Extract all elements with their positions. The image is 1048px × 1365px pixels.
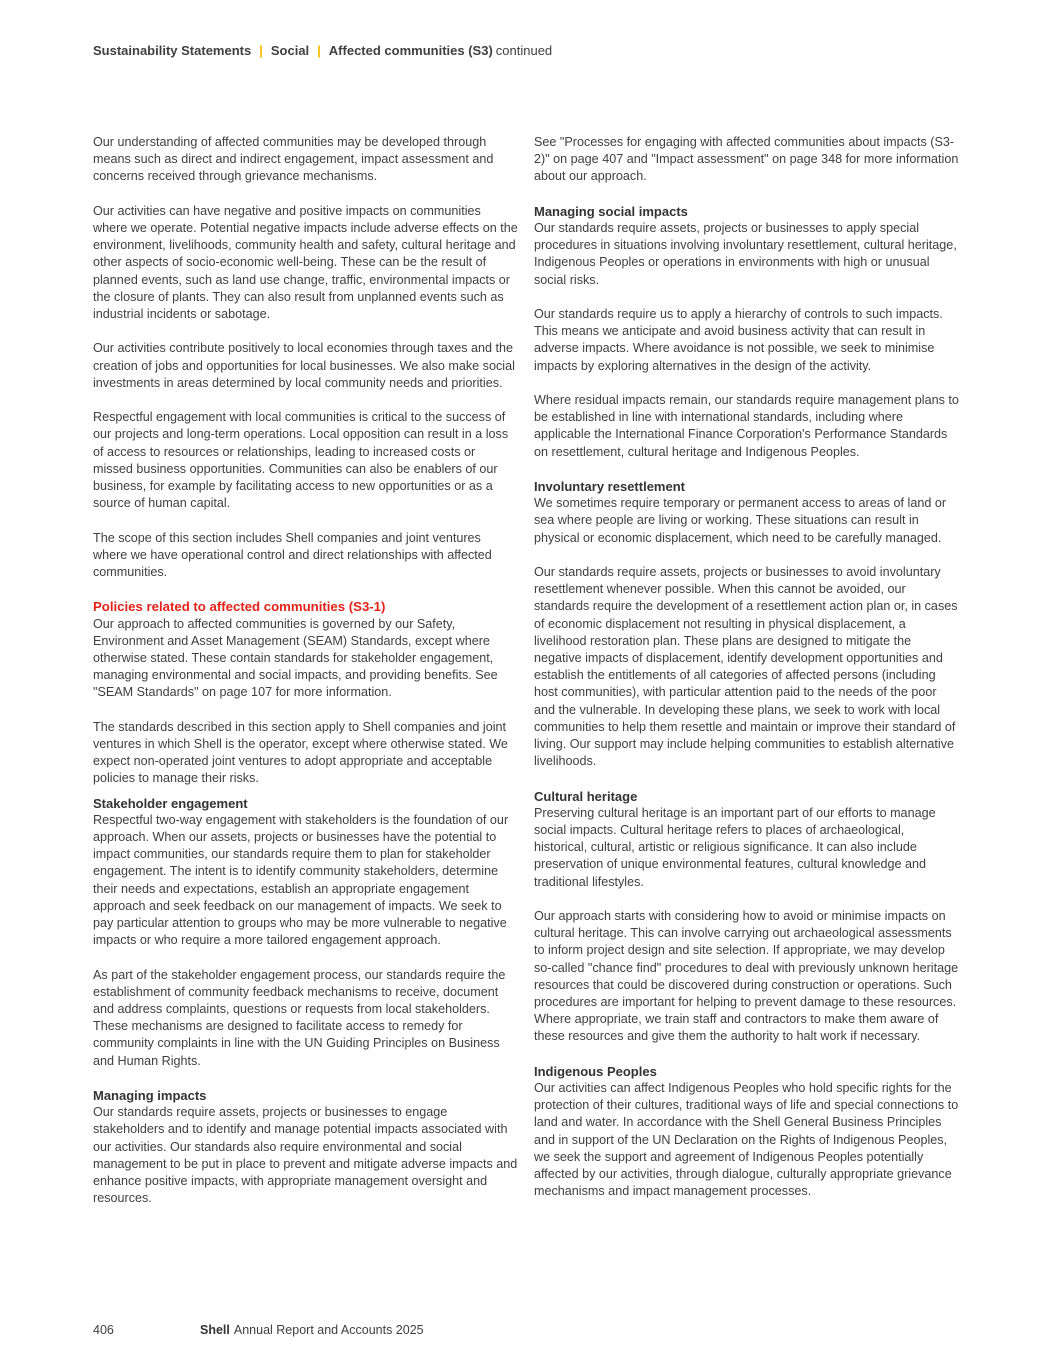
- right-column: [534, 134, 960, 1218]
- paragraph: Our standards require us to apply a hierarchy of controls to such impacts. This means we anticipate and avoid business activity that can result in adverse impacts. Where avoidance is not possible, we seek to minimise impacts by exploring alternatives in the design of the activity.: [534, 307, 943, 373]
- paragraph: Respectful two-way engagement with stakeholders is the foundation of our approach. When our assets, projects or businesses have the potential to impact communities, our standards require them to plan for stakeholder engagement. The intent is to identify community stakeholders, determine their needs and expectations, establish an appropriate engagement approach and seek feedback on our management of impacts. We seek to pay particular attention to groups who may be more vulnerable to negative impacts or who require a more tailored engagement approach.: [93, 812, 509, 948]
- paragraph: Our approach starts with considering how to avoid or minimise impacts on cultural heritage. This can involve carrying out archaeological assessments to inform project design and site selection. If appropriate, we may develop so-called "chance find" procedures to deal with previously unknown heritage resources that could be discovered during construction or operations. Such procedures are important for helping to prevent damage to these resources. Where appropriate, we train staff and contractors to make them aware of these resources and give them the authority to halt work if necessary.: [534, 909, 959, 1044]
- paragraph: Our standards require assets, projects or businesses to avoid involuntary resettlement whenever possible. When this cannot be avoided, our standards require the development of a resettlement action plan or, in cases of economic displacement not resulting in physical displacement, a livelihood restoration plan. These plans are designed to mitigate the negative impacts of displacement, identify development opportunities and establish the entitlements of all categories of affected persons (including host communities), with particular attention paid to the needs of the poor and the vulnerable. In developing these plans, we seek to work with local communities to help them resettle and maintain or improve their standard of living. Our support may include helping communities to establish alternative livelihoods.: [534, 565, 958, 769]
- subheading-indigenous-peoples: Indigenous Peoples: [534, 1063, 657, 1079]
- breadcrumb-item-sustainability: Sustainability Statements: [93, 43, 252, 58]
- paragraph: Our approach to affected communities is governed by our Safety, Environment and Asset Management (SEAM) Standards, except where otherwise stated. These contain standards for stakeholder engagement, managing environmental and social impacts, and providing benefits. See "SEAM Standards" on page 107 for more information.: [93, 616, 498, 700]
- paragraph: See "Processes for engaging with affected communities about impacts (S3-2)" on page 407 and "Impact assessment" on page 348 for more information about our approach.: [534, 135, 959, 184]
- left-column: [93, 134, 518, 1225]
- subheading-managing-impacts: Managing impacts: [93, 1088, 207, 1104]
- paragraph: Our understanding of affected communities may be developed through means such as direct and indirect engagement, impact assessment and concerns received through grievance mechanisms.: [93, 135, 494, 184]
- breadcrumb-continued: continued: [495, 43, 553, 58]
- report-title: Annual Report and Accounts 2025: [233, 1323, 424, 1337]
- breadcrumb-item-affected-communities: Affected communities (S3): [328, 43, 493, 58]
- paragraph: Preserving cultural heritage is an important part of our efforts to manage social impacts. Cultural heritage refers to places of archaeological, historical, cultural, artistic or religious significance. It can also include preservation of unique environmental features, cultural knowledge and traditional lifestyles.: [534, 805, 936, 889]
- subheading-cultural-heritage: Cultural heritage: [534, 788, 638, 804]
- subheading-managing-social-impacts: Managing social impacts: [534, 203, 688, 219]
- page-number: 406: [93, 1323, 114, 1337]
- section-heading-policies: Policies related to affected communities (S3-1): [93, 599, 386, 615]
- breadcrumb-item-social: Social: [270, 43, 310, 58]
- paragraph: The standards described in this section apply to Shell companies and joint ventures in which Shell is the operator, except where otherwise stated. We expect non-operated joint ventures to adopt appropriate and acceptable policies to manage their risks.: [93, 719, 508, 786]
- paragraph: We sometimes require temporary or permanent access to areas of land or sea where people are living or working. These situations can result in physical or economic displacement, which need to be carefully managed.: [534, 496, 947, 545]
- paragraph: Where residual impacts remain, our standards require management plans to be established in line with international standards, including where applicable the International Finance Corporation's Performance Standards on resettlement, cultural heritage and Indigenous Peoples.: [534, 393, 959, 459]
- subheading-stakeholder-engagement: Stakeholder engagement: [93, 795, 248, 811]
- paragraph: Our activities can have negative and positive impacts on communities where we operate. Potential negative impacts include adverse effects on the environment, livelihoods, community health and safety, cultural heritage and other aspects of socio-economic well-being. These can be the result of planned events, such as land use change, traffic, environmental impacts or the closure of plants. They can also result from unplanned events such as industrial incidents or sabotage.: [93, 203, 518, 322]
- paragraph: Our standards require assets, projects or businesses to engage stakeholders and to identify and manage potential impacts associated with our activities. Our standards also require environmental and social management to be put in place to prevent and mitigate adverse impacts and enhance positive impacts, with appropriate management oversight and resources.: [93, 1105, 518, 1206]
- brand-name: Shell: [200, 1323, 230, 1337]
- paragraph: Respectful engagement with local communities is critical to the success of our projects and long-term operations. Local opposition can result in a loss of access to resources or relationships, leading to increased costs or missed business opportunities. Communities can also be enablers of our business, for example by facilitating access to new opportunities or as a source of human capital.: [93, 410, 509, 511]
- breadcrumb-separator: |: [259, 43, 263, 58]
- paragraph: Our activities contribute positively to local economies through taxes and the creation of jobs and opportunities for local businesses. We also make social investments in areas determined by local community needs and priorities.: [93, 341, 515, 390]
- page-footer: [93, 1322, 424, 1338]
- subheading-involuntary-resettlement: Involuntary resettlement: [534, 479, 685, 494]
- paragraph: The scope of this section includes Shell companies and joint ventures where we have operational control and direct relationships with affected communities.: [93, 530, 492, 580]
- paragraph: As part of the stakeholder engagement process, our standards require the establishment of community feedback mechanisms to receive, document and address complaints, questions or requests from local stakeholders. These mechanisms are designed to facilitate access to remedy for community complaints in line with the UN Guiding Principles on Business and Human Rights.: [93, 967, 506, 1068]
- paragraph: Our standards require assets, projects or businesses to apply special procedures in situations involving involuntary resettlement, cultural heritage, Indigenous Peoples or operations in environments with high or unusual social risks.: [534, 221, 957, 287]
- breadcrumb-separator: |: [317, 43, 321, 58]
- breadcrumb: [93, 42, 552, 60]
- paragraph: Our activities can affect Indigenous Peoples who hold specific rights for the protection of their cultures, traditional ways of life and special connections to land and water. In accordance with the Shell General Business Principles and in support of the UN Declaration on the Rights of Indigenous Peoples, we seek the support and agreement of Indigenous Peoples potentially affected by our activities, through dialogue, culturally appropriate grievance mechanisms and impact management processes.: [534, 1081, 959, 1199]
